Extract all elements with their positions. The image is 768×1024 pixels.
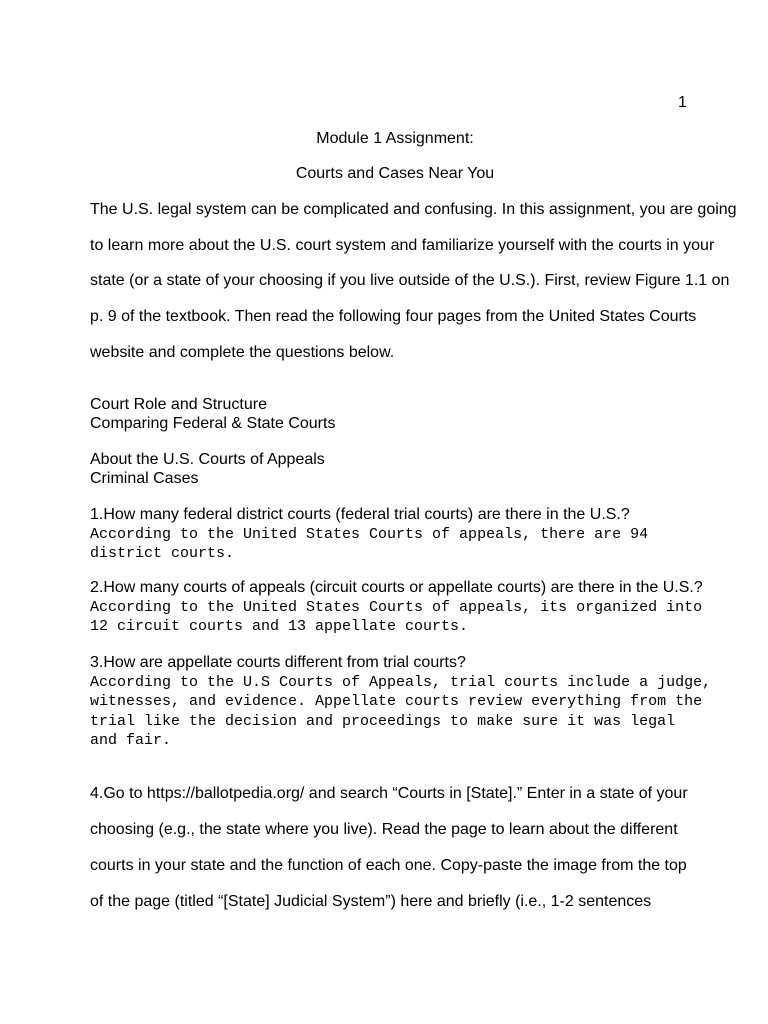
question-text: 2.How many courts of appeals (circuit courts or appellate courts) are there in the U.S.? <box>90 579 703 596</box>
question-block-2 <box>90 579 766 637</box>
question-text: 1.How many federal district courts (federal trial courts) are there in the U.S.? <box>90 506 630 523</box>
question-4-line: of the page (titled “[State] Judicial System”) here and briefly (i.e., 1-2 sentences <box>90 893 652 910</box>
intro-line: p. 9 of the textbook. Then read the following four pages from the United States Courts <box>90 308 697 326</box>
question-block-1 <box>90 506 766 564</box>
question-4-line: 4.Go to https://ballotpedia.org/ and search “Courts in [State].” Enter in a state of your <box>90 785 688 802</box>
question-text: 3.How are appellate courts different from trial courts? <box>90 654 466 671</box>
link-comparing-courts[interactable]: Comparing Federal & State Courts <box>90 414 336 432</box>
resource-links-group <box>90 396 335 433</box>
question-4-line: choosing (e.g., the state where you live). Read the page to learn about the different <box>90 821 678 838</box>
question-block-3 <box>90 654 766 751</box>
intro-line: The U.S. legal system can be complicated and confusing. In this assignment, you are going <box>90 201 737 218</box>
answer-line: witnesses, and evidence. Appellate courts review everything from the <box>90 693 703 710</box>
intro-line: website and complete the questions below. <box>90 343 395 361</box>
assignment-subtitle: Courts and Cases Near You <box>295 165 495 182</box>
intro-paragraph <box>90 200 760 378</box>
answer-line: According to the United States Courts of appeals, its organized into <box>90 598 703 616</box>
answer-line: According to the U.S Courts of Appeals, trial courts include a judge, <box>90 673 712 691</box>
page-number: 1 <box>678 94 687 111</box>
link-criminal-cases[interactable]: Criminal Cases <box>90 469 199 487</box>
question-4-line: courts in your state and the function of each one. Copy-paste the image from the top <box>90 857 687 874</box>
link-courts-of-appeals[interactable]: About the U.S. Courts of Appeals <box>90 451 325 468</box>
answer-line: and fair. <box>90 732 172 749</box>
resource-links-group <box>90 451 325 488</box>
link-court-role-structure[interactable]: Court Role and Structure <box>90 396 267 413</box>
answer-line: 12 circuit courts and 13 appellate courts. <box>90 618 469 635</box>
answer-line: district courts. <box>90 545 235 562</box>
answer-line: trial like the decision and proceedings to make sure it was legal <box>90 712 676 730</box>
question-block-4 <box>90 784 760 928</box>
answer-line: According to the United States Courts of appeals, there are 94 <box>90 525 649 543</box>
assignment-title: Module 1 Assignment: <box>316 130 474 147</box>
intro-line: state (or a state of your choosing if you live outside of the U.S.). First, review Figure 1.1 on <box>90 272 730 290</box>
intro-line: to learn more about the U.S. court system and familiarize yourself with the courts in your <box>90 236 715 254</box>
